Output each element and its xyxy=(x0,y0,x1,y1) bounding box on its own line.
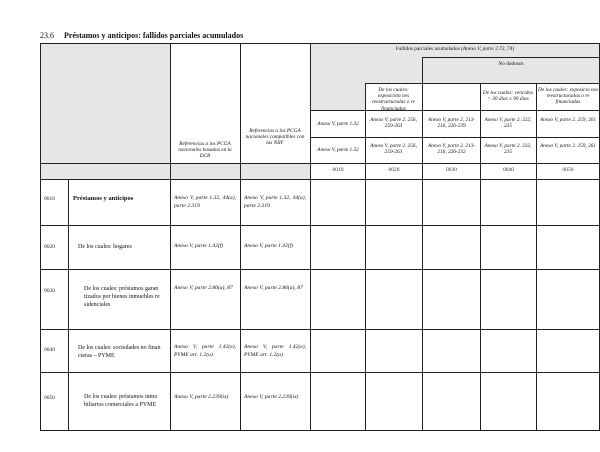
row-ref-niif: Anexo V, parte 2.239(ix) xyxy=(244,394,299,400)
row-ref-niif: Anexo V, parte 1.32, 44(a), parte 2.319 xyxy=(244,195,306,209)
section-heading: Préstamos y anticipos: fallidos parciales acumulados xyxy=(64,31,244,40)
header-shade-left-mid xyxy=(310,83,365,110)
col-code-0010: 0010 xyxy=(332,167,344,173)
col-ref-pcga-header: Referencias a los PCGA nacionales basadas en la DCB xyxy=(178,141,232,160)
no-dudosos-header: No dudosos xyxy=(498,61,524,67)
ref-row1-col5: Anexo V, parte 2. 259, 261 xyxy=(539,117,597,123)
sub-vencidos-header: De los cuales: vencidos > 30 días ≤ 90 días xyxy=(482,90,534,103)
row-label: De los cuales: préstamos garan tizados por bienes inmuebles re sidenciales xyxy=(84,286,160,308)
ref-row1-col4: Anexo V, parte 2. 222, 235 xyxy=(484,117,532,130)
header-shade-codes-left xyxy=(40,163,310,179)
row-label: De los cuales: hogares xyxy=(78,244,132,250)
row-label: De los cuales: sociedades no finan cieras – PYME xyxy=(78,345,161,359)
row-ref-dcb: Anexo V, parte 1.42(f) xyxy=(174,243,224,249)
ref-row2-col2: Anexo V, parte 2. 256, 259-263 xyxy=(370,143,417,156)
col-code-0040: 0040 xyxy=(503,167,514,173)
row-code: 0030 xyxy=(44,288,55,294)
row-ref-niif: Anexo V, parte 1.42(f) xyxy=(244,243,294,249)
row-code: 0020 xyxy=(44,244,55,250)
col-ref-niif-header: Referencias a los PCGA nacionales compatibles con las NIIF xyxy=(245,128,305,147)
section-title xyxy=(40,31,243,40)
row-code: 0050 xyxy=(44,395,55,401)
ref-row1-col2: Anexo V, parte 2. 256, 259-263 xyxy=(370,117,417,130)
row-ref-niif: Anexo V, parte 2.86(a), 87 xyxy=(244,285,303,291)
ref-row2-col4: Anexo V, parte 2. 222, 235 xyxy=(484,143,532,156)
col-code-0020: 0020 xyxy=(388,167,400,173)
row-code: 0040 xyxy=(44,347,55,353)
row-ref-dcb: Anexo V, parte 2.239(ix) xyxy=(174,394,229,400)
row-label: Préstamos y anticipos xyxy=(73,195,134,202)
header-shade-left xyxy=(40,43,170,179)
ref-row2-col5: Anexo V, parte 2. 259, 261 xyxy=(539,143,597,149)
ref-row2-col3: Anexo V, parte 2. 213-216, 226-232 xyxy=(427,143,476,156)
sub-exposiciones-header: De los cuales: exposición nes reestructuradas o re financiadas xyxy=(372,87,415,112)
row-ref-dcb: Anexo V, parte 2.86(a), 87 xyxy=(174,285,233,291)
ref-row1-col1: Anexo V, parte 1.32 xyxy=(317,121,359,127)
row-ref-dcb: Anexo V, parte 1.32, 44(a), parte 2.319 xyxy=(174,195,236,209)
sub-exposiciones2-header: De los cuales: exposicio nes reestructuradas o re financiadas xyxy=(538,87,599,106)
row-ref-dcb: Anexo V, parte 1.42(e), PYME art. 1.2(a) xyxy=(174,344,236,358)
col-code-0030: 0030 xyxy=(446,167,457,173)
ref-row2-col1: Anexo V, parte 1.32 xyxy=(317,147,359,153)
row-ref-niif: Anexo V, parte 1.42(e), PYME art. 1.2(a) xyxy=(244,344,306,358)
section-number: 23.6 xyxy=(40,31,54,40)
row-code: 0010 xyxy=(44,196,55,202)
ref-row1-col3: Anexo V, parte 2. 213-216, 226-239 xyxy=(427,117,476,130)
col-code-0050: 0050 xyxy=(562,167,574,173)
fallidos-header: Fallidos parciales acumulados (Anexo V, parte 2.72, 74) xyxy=(395,46,515,52)
row-label: De los cuales: préstamos inmo biliarios comerciales a PYME xyxy=(84,394,158,408)
